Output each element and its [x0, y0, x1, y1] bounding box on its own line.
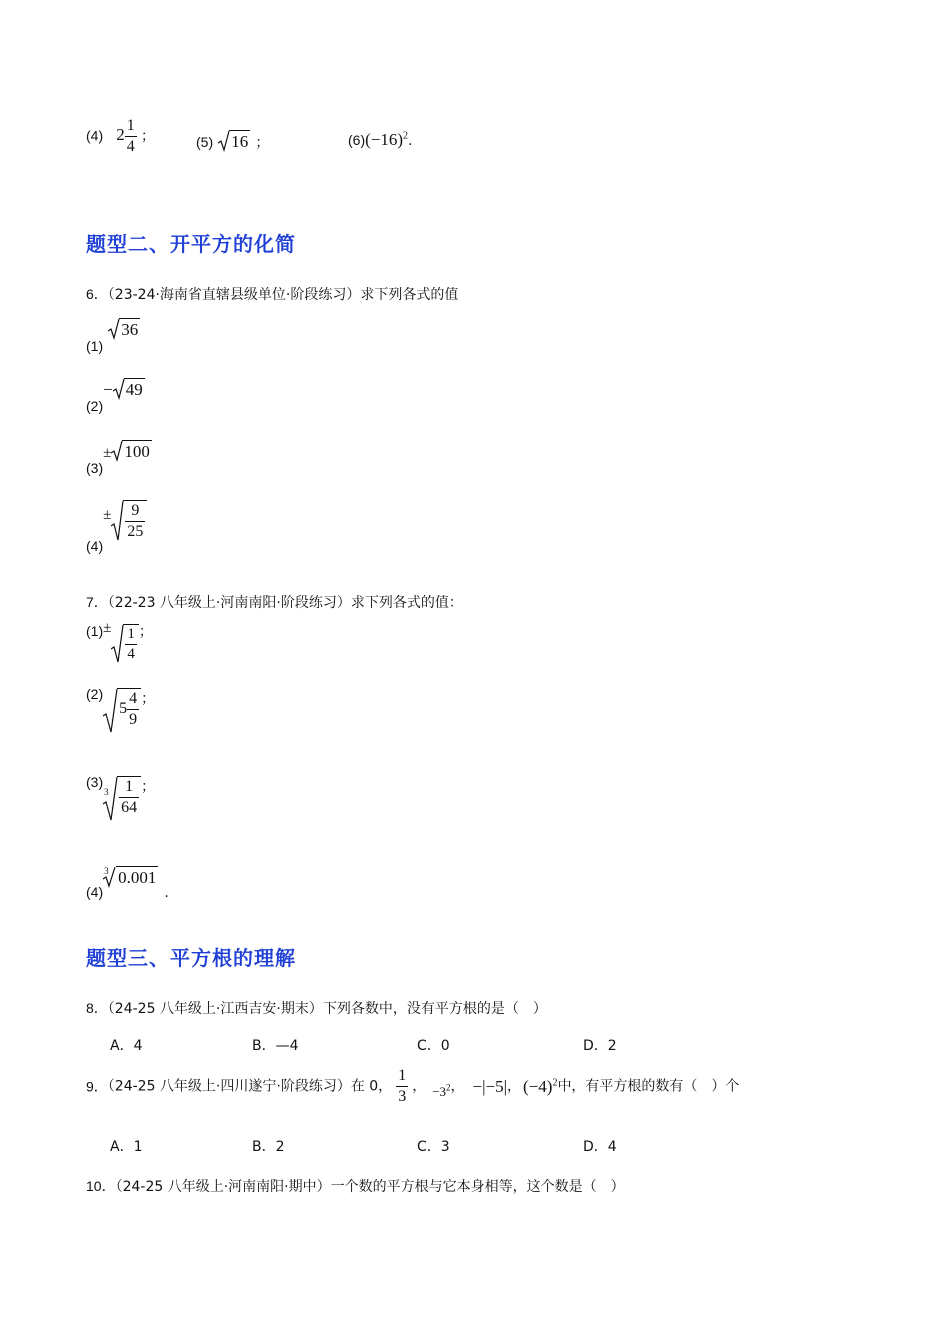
radical-sign-icon: [103, 688, 118, 734]
q5-part-5: (5) 16 ；: [196, 132, 270, 151]
question-6-stem: [86, 284, 458, 304]
mixed-number: 2 $\frac{1}{4}$: [116, 117, 135, 155]
cube-root: 3 $\frac{1}{64}$: [103, 776, 141, 816]
radical-sign-icon: [103, 776, 118, 822]
option-d[interactable]: D．4: [583, 1139, 617, 1155]
square-root: 100: [111, 440, 152, 460]
square-root: $\frac{9}{25}$: [111, 500, 147, 540]
q6-part-2: (2)− 49: [86, 380, 143, 414]
square-root: 16: [218, 130, 250, 150]
part-label: (6): [348, 132, 366, 148]
q7-part-1: (1)± $\frac{1}{4}$ ；: [86, 619, 153, 662]
question-number: 8．: [86, 1000, 108, 1016]
section-heading: 题型二、开平方的化简: [86, 232, 296, 256]
q5-part-4: (4) 2 $\frac{1}{4}$ ；: [86, 117, 155, 155]
radical-sign-icon: [218, 130, 230, 152]
section-heading: 题型三、平方根的理解: [86, 946, 296, 970]
option-b[interactable]: B．2: [252, 1139, 285, 1155]
root-index: 3: [104, 787, 109, 797]
square-root: $\frac{1}{4}$: [111, 624, 139, 662]
q7-part-4: (4) 3 0.001.: [86, 866, 169, 901]
q6-part-4: (4)± $\frac{9}{25}$: [86, 500, 147, 540]
q7-part-3: (3) 3 $\frac{1}{64}$ ；: [86, 776, 155, 816]
option-b[interactable]: B．—4: [252, 1038, 299, 1054]
question-source: （22-23 八年级上·河南南阳·阶段练习）: [107, 595, 351, 611]
square-root: 36: [108, 318, 140, 338]
q5-part-6: $(6)(-16)^2$.: [348, 130, 413, 149]
radical-sign-icon: [111, 440, 123, 462]
negative-power: $-3^2$: [432, 1082, 451, 1099]
radical-sign-icon: [111, 500, 124, 542]
question-number: 6．: [86, 286, 108, 302]
question-9-stem: 9．（24-25 八年级上·四川遂宁·阶段练习）在 0， $\frac{1}{3}$ ， $-3^2$， −|−5|， $(-4)^2$中，有平方根的数有（ ）个: [86, 1067, 740, 1105]
question-source: （24-25 八年级上·江西吉安·期末）: [107, 1001, 323, 1017]
option-a[interactable]: A．1: [110, 1139, 143, 1155]
option-c[interactable]: C．3: [417, 1139, 450, 1155]
question-number: 9．: [86, 1078, 108, 1095]
radical-sign-icon: [108, 318, 120, 340]
question-text: 下列各数中，没有平方根的是（ ）: [322, 1001, 547, 1017]
square-root: 5 $\frac{4}{9}$: [103, 688, 141, 728]
question-source: （24-25 八年级上·四川遂宁·阶段练习）: [107, 1078, 351, 1095]
question-text: 求下列各式的值: [360, 287, 459, 303]
question-source: （24-25 八年级上·河南南阳·期中）: [115, 1179, 331, 1195]
power-expr: $(-4)^2$: [523, 1077, 558, 1096]
root-index: 3: [104, 866, 109, 876]
question-source: （23-24·海南省直辖县级单位·阶段练习）: [107, 287, 361, 303]
question-text: 求下列各式的值：: [350, 595, 463, 611]
q7-part-2: (2) 5 $\frac{4}{9}$ ；: [86, 688, 155, 728]
radical-sign-icon: [111, 624, 124, 664]
question-text: 一个数的平方根与它本身相等，这个数是（ ）: [330, 1179, 625, 1195]
radical-sign-icon: [113, 378, 125, 400]
square-root: 49: [113, 378, 145, 398]
option-c[interactable]: C．0: [417, 1038, 450, 1054]
q6-part-3: (3)± 100: [86, 442, 150, 476]
q6-part-1: (1) 36: [86, 320, 139, 354]
part-label: (4): [86, 127, 104, 144]
question-8-stem: [86, 998, 547, 1018]
fraction-one-third: $\frac{1}{3}$: [398, 1067, 407, 1105]
question-7-stem: [86, 592, 463, 612]
cube-root: 3 0.001: [104, 866, 157, 887]
absolute-value-expr: −|−5|: [472, 1077, 508, 1096]
question-number: 10．: [86, 1178, 116, 1194]
option-d[interactable]: D．2: [583, 1038, 617, 1054]
question-10-stem: [86, 1176, 625, 1196]
option-a[interactable]: A．4: [110, 1038, 143, 1054]
question-number: 7．: [86, 594, 108, 610]
part-label: (5): [196, 134, 214, 150]
